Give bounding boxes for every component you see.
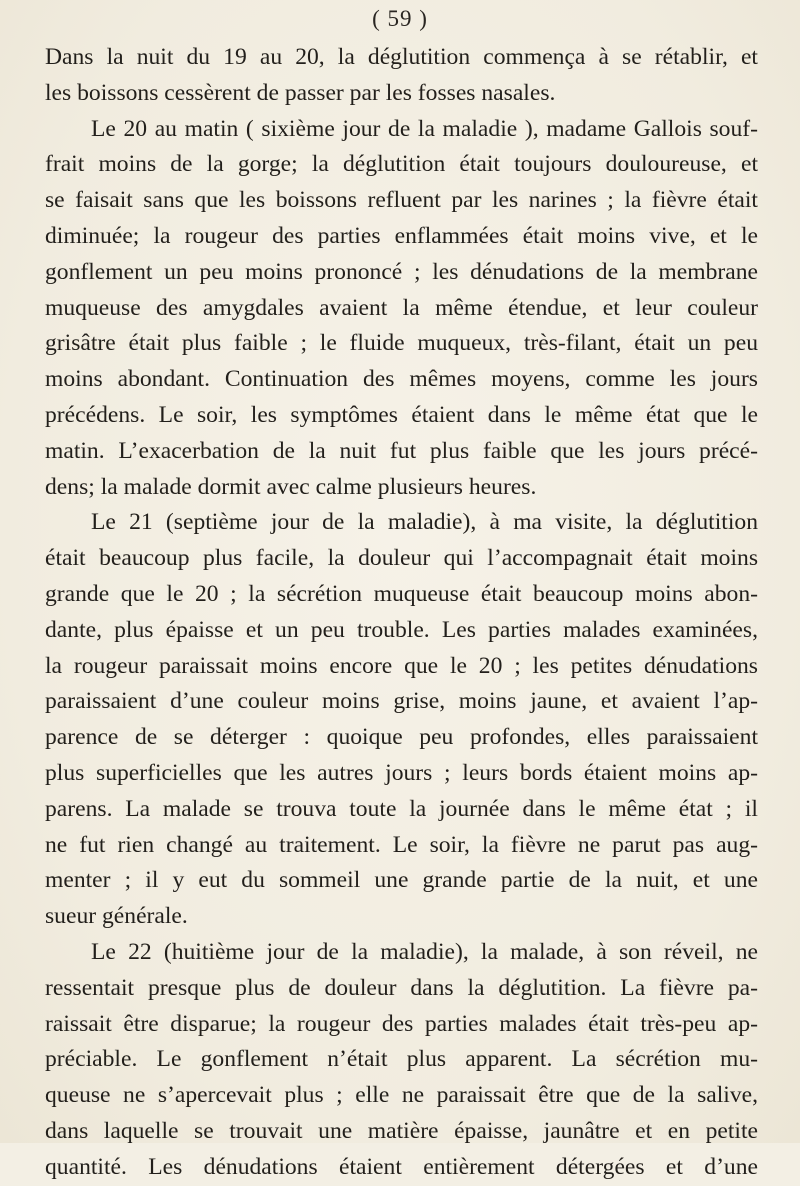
paragraph	[45, 935, 758, 1186]
text-line: queuse ne s’apercevait plus ; elle ne paraissait être que de la salive,	[45, 1082, 758, 1109]
paragraph	[45, 112, 758, 506]
text-line: la rougeur paraissait moins encore que le 20 ; les petites dénudations	[45, 652, 758, 679]
paragraph	[45, 40, 758, 112]
text-line: dans laquelle se trouvait une matière épaisse, jaunâtre et en petite	[45, 1117, 758, 1144]
text-line: parence de se déterger : quoique peu profondes, elles paraissaient	[45, 724, 758, 751]
text-line: parens. La malade se trouva toute la journée dans le même état ; il	[45, 795, 758, 822]
text-line: Le 20 au matin ( sixième jour de la maladie ), madame Gallois souf-	[91, 115, 758, 142]
text-line: les boissons cessèrent de passer par les fosses nasales.	[45, 79, 556, 106]
text-line: gonflement un peu moins prononcé ; les dénudations de la membrane	[45, 258, 758, 285]
text-line: moins abondant. Continuation des mêmes moyens, comme les jours	[45, 366, 758, 393]
text-line: ressentait presque plus de douleur dans la déglutition. La fièvre pa-	[45, 974, 758, 1001]
text-line: était beaucoup plus facile, la douleur qui l’accompagnait était moins	[45, 545, 758, 572]
body-text	[45, 40, 758, 1186]
text-line: matin. L’exacerbation de la nuit fut plus faible que les jours précé-	[45, 437, 758, 464]
text-line: se faisait sans que les boissons refluent par les narines ; la fièvre était	[45, 187, 758, 214]
text-line: Dans la nuit du 19 au 20, la déglutition commença à se rétablir, et	[45, 44, 758, 70]
text-line: paraissaient d’une couleur moins grise, moins jaune, et avaient l’ap-	[45, 688, 758, 715]
text-line: ne fut rien changé au traitement. Le soir, la fièvre ne parut pas aug-	[45, 831, 758, 858]
text-line: précédens. Le soir, les symptômes étaient dans le même état que le	[45, 401, 758, 428]
text-line: muqueuse des amygdales avaient la même étendue, et leur couleur	[45, 294, 758, 321]
text-line: grisâtre était plus faible ; le fluide muqueux, très-filant, était un peu	[45, 330, 758, 357]
text-line: dens; la malade dormit avec calme plusieurs heures.	[45, 473, 537, 500]
text-line: grande que le 20 ; la sécrétion muqueuse était beaucoup moins abon-	[45, 580, 758, 607]
text-line: plus superficielles que les autres jours ; leurs bords étaient moins ap-	[45, 759, 758, 786]
text-line: préciable. Le gonflement n’était plus apparent. La sécrétion mu-	[45, 1046, 758, 1073]
text-line: dante, plus épaisse et un peu trouble. Les parties malades examinées,	[45, 616, 758, 643]
text-line: raissait être disparue; la rougeur des parties malades était très-peu ap-	[45, 1010, 758, 1037]
text-line: sueur générale.	[45, 903, 188, 930]
text-line: quantité. Les dénudations étaient entièrement détergées et d’une	[45, 1153, 758, 1180]
text-line: Le 21 (septième jour de la maladie), à ma visite, la déglutition	[91, 509, 758, 536]
text-line: diminuée; la rougeur des parties enflammées était moins vive, et le	[45, 222, 758, 249]
text-line: menter ; il y eut du sommeil une grande partie de la nuit, et une	[45, 867, 758, 894]
text-line: Le 22 (huitième jour de la maladie), la malade, à son réveil, ne	[91, 938, 758, 965]
paragraph	[45, 505, 758, 935]
text-line: frait moins de la gorge; la déglutition était toujours douloureuse, et	[45, 151, 758, 178]
page-number: ( 59 )	[372, 6, 428, 31]
